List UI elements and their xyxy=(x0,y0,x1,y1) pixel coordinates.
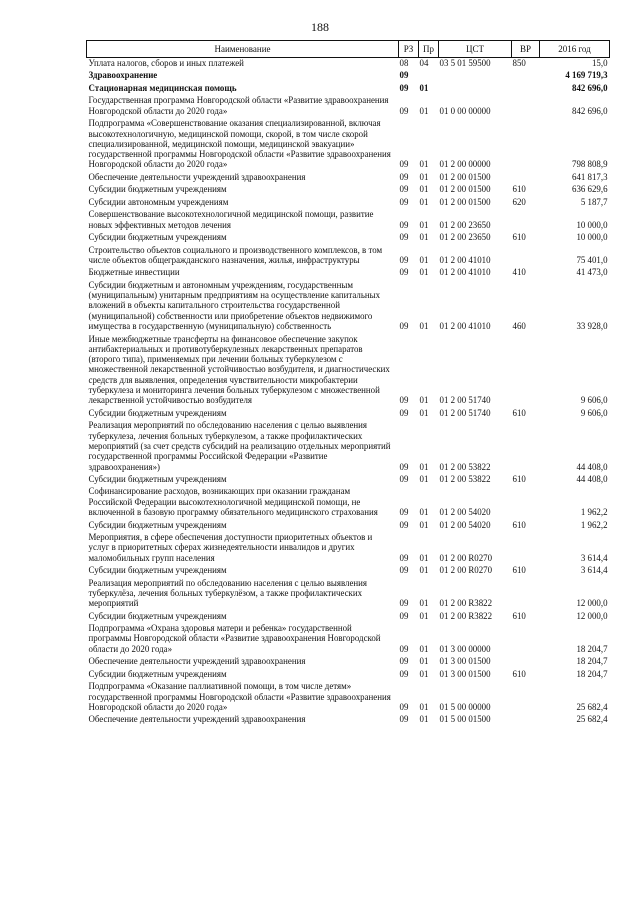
row-cst: 03 5 01 59500 xyxy=(439,58,491,68)
row-amount: 12 000,0 xyxy=(576,598,608,609)
row-cst: 01 2 00 R3822 xyxy=(439,598,493,609)
table-row xyxy=(87,408,610,420)
row-pr: 01 xyxy=(419,184,429,195)
row-name: Подпрограмма «Охрана здоровья матери и ребенка» государственной программы Новгородской области «Развитие здравоохранения Новгородской области до 2020 года» xyxy=(88,623,381,654)
row-vr xyxy=(512,245,540,268)
row-cst: 01 5 00 01500 xyxy=(439,714,491,725)
row-amount: 842 696,0 xyxy=(572,105,608,116)
row-name: Здравоохранение xyxy=(88,70,158,81)
row-vr xyxy=(512,420,540,474)
row-pr: 01 xyxy=(419,267,429,278)
row-rz: 09 xyxy=(399,159,409,170)
row-cst: 01 2 00 R0270 xyxy=(439,565,493,576)
row-name: Мероприятия, в сфере обеспечения доступности приоритетных объектов и услуг в приоритетных сферах жизнедеятельности инвалидов и других маломобильных групп населения xyxy=(88,532,373,563)
row-amount: 18 204,7 xyxy=(576,643,608,654)
row-pr: 01 xyxy=(419,473,429,484)
row-vr: 460 xyxy=(512,321,526,332)
table-row xyxy=(87,611,610,623)
row-cst: 01 2 00 41010 xyxy=(439,321,491,332)
table-row xyxy=(87,656,610,668)
row-pr: 01 xyxy=(419,82,429,93)
row-vr xyxy=(512,681,540,714)
page-number: 188 xyxy=(311,20,329,34)
row-rz: 09 xyxy=(399,656,409,667)
row-cst: 01 3 00 01500 xyxy=(439,656,491,667)
row-vr: 610 xyxy=(512,473,526,484)
row-vr: 610 xyxy=(512,184,526,195)
table-row xyxy=(87,334,610,408)
row-cst: 01 2 00 53822 xyxy=(439,461,491,472)
row-amount: 3 614,4 xyxy=(580,565,608,576)
row-rz: 09 xyxy=(399,473,409,484)
row-name: Стационарная медицинская помощь xyxy=(88,82,237,93)
row-vr: 610 xyxy=(512,407,526,418)
row-cst: 01 0 00 00000 xyxy=(439,105,491,116)
row-name: Субсидии бюджетным учреждениям xyxy=(88,519,227,530)
header-rz: РЗ xyxy=(399,41,419,58)
row-amount: 18 204,7 xyxy=(576,668,608,679)
table-row xyxy=(87,58,610,71)
row-pr: 01 xyxy=(419,407,429,418)
row-amount: 12 000,0 xyxy=(576,610,608,621)
row-pr: 01 xyxy=(419,105,429,116)
header-cst: ЦСТ xyxy=(439,41,512,58)
table-body xyxy=(87,58,610,727)
budget-table xyxy=(86,40,610,727)
row-pr: 01 xyxy=(419,714,429,725)
row-pr: 01 xyxy=(419,395,429,406)
row-vr: 410 xyxy=(512,267,526,278)
row-amount: 44 408,0 xyxy=(576,461,608,472)
row-cst: 01 2 00 53822 xyxy=(439,473,491,484)
table-row xyxy=(87,83,610,95)
table-row xyxy=(87,209,610,232)
row-cst: 01 2 00 00000 xyxy=(439,159,491,170)
row-cst: 01 2 00 51740 xyxy=(439,407,491,418)
row-cst xyxy=(439,70,512,82)
row-amount: 9 606,0 xyxy=(580,407,608,418)
row-rz: 09 xyxy=(399,565,409,576)
row-name: Субсидии бюджетным учреждениям xyxy=(88,565,227,576)
row-name: Обеспечение деятельности учреждений здравоохранения xyxy=(88,656,306,667)
row-vr xyxy=(512,70,540,82)
row-name: Реализация мероприятий по обследованию населения с целью выявления туберкулеза, лечения больных туберкулезом, а также профилактических мероприятий (за счет средств субсидий на реализацию отдельных мероприятий государственной программы Российской Федерации «Развитие здравоохранения») xyxy=(88,420,391,472)
row-rz: 09 xyxy=(399,552,409,563)
row-vr: 850 xyxy=(512,58,526,68)
row-pr: 01 xyxy=(419,668,429,679)
row-rz: 09 xyxy=(399,643,409,654)
row-vr xyxy=(512,532,540,565)
row-pr: 01 xyxy=(419,643,429,654)
table-row xyxy=(87,245,610,268)
table-row xyxy=(87,714,610,726)
row-cst: 01 2 00 R0270 xyxy=(439,552,493,563)
table-row xyxy=(87,474,610,486)
row-amount: 10 000,0 xyxy=(576,219,608,230)
row-rz: 09 xyxy=(399,105,409,116)
table-row xyxy=(87,669,610,681)
row-amount: 4 169 719,3 xyxy=(565,70,608,81)
row-amount: 75 401,0 xyxy=(576,254,608,265)
row-rz: 09 xyxy=(399,267,409,278)
row-pr: 01 xyxy=(419,701,429,712)
table-row xyxy=(87,232,610,244)
table-row xyxy=(87,578,610,611)
row-pr: 01 xyxy=(419,507,429,518)
row-rz: 09 xyxy=(399,507,409,518)
row-amount: 25 682,4 xyxy=(576,714,608,725)
table-row xyxy=(87,420,610,474)
table-row xyxy=(87,197,610,209)
row-pr: 01 xyxy=(419,219,429,230)
row-cst: 01 2 00 R3822 xyxy=(439,610,493,621)
row-cst: 01 2 00 41010 xyxy=(439,267,491,278)
row-rz: 09 xyxy=(399,184,409,195)
row-pr: 01 xyxy=(419,171,429,182)
table-row xyxy=(87,95,610,118)
row-amount: 798 808,9 xyxy=(572,159,608,170)
row-vr: 610 xyxy=(512,668,526,679)
row-rz: 09 xyxy=(399,519,409,530)
row-name: Софинансирование расходов, возникающих при оказании гражданам Российской Федерации высокотехнологичной медицинской помощи, не включенной в базовую программу обязательного медицинского страхования xyxy=(88,486,378,518)
table-row xyxy=(87,172,610,184)
row-name: Субсидии бюджетным учреждениям xyxy=(88,473,227,484)
row-rz: 09 xyxy=(399,82,409,93)
row-amount: 41 473,0 xyxy=(576,267,608,278)
row-name: Совершенствование высокотехнологичной медицинской помощи, развитие новых эффективных методов лечения xyxy=(88,209,374,230)
row-vr xyxy=(512,118,540,172)
row-vr: 610 xyxy=(512,565,526,576)
row-amount: 25 682,4 xyxy=(576,701,608,712)
row-amount: 1 962,2 xyxy=(580,507,608,518)
row-name: Обеспечение деятельности учреждений здравоохранения xyxy=(88,714,306,725)
row-cst: 01 5 00 00000 xyxy=(439,701,491,712)
row-name: Реализация мероприятий по обследованию населения с целью выявления туберкулёза, лечения больных туберкулёзом, а также профилактических мероприятий xyxy=(88,577,367,609)
row-vr xyxy=(512,623,540,656)
row-name: Субсидии бюджетным и автономным учреждениям, государственным (муниципальным) унитарным предприятиям на осуществление капитальных вложений в объекты капитального строительства государственной (муниципальной) собственности или приобретение объектов недвижимого имущества в государственную (муниципальную) собственность xyxy=(88,279,381,332)
row-amount: 18 204,7 xyxy=(576,656,608,667)
row-cst: 01 2 00 23650 xyxy=(439,232,491,243)
row-amount: 636 629,6 xyxy=(572,184,608,195)
row-amount: 15,0 xyxy=(591,58,608,68)
table-row xyxy=(87,267,610,279)
row-rz: 09 xyxy=(399,668,409,679)
table-header xyxy=(87,41,610,58)
row-cst: 01 2 00 01500 xyxy=(439,171,491,182)
header-year: 2016 год xyxy=(540,41,610,58)
table-row xyxy=(87,184,610,196)
table-row xyxy=(87,565,610,577)
row-vr: 620 xyxy=(512,196,526,207)
row-pr: 04 xyxy=(419,58,429,68)
table-row xyxy=(87,681,610,714)
row-pr: 01 xyxy=(419,196,429,207)
row-name: Бюджетные инвестиции xyxy=(88,267,180,278)
row-vr xyxy=(512,95,540,118)
row-cst: 01 3 00 00000 xyxy=(439,643,491,654)
header-vr: ВР xyxy=(512,41,540,58)
table-row xyxy=(87,623,610,656)
row-name: Субсидии бюджетным учреждениям xyxy=(88,184,227,195)
row-amount: 10 000,0 xyxy=(576,232,608,243)
row-amount: 33 928,0 xyxy=(576,321,608,332)
row-cst: 01 2 00 51740 xyxy=(439,395,491,406)
row-vr xyxy=(512,83,540,95)
row-pr: 01 xyxy=(419,232,429,243)
table-row xyxy=(87,486,610,519)
row-amount: 5 187,7 xyxy=(580,196,608,207)
row-amount: 44 408,0 xyxy=(576,473,608,484)
row-rz: 09 xyxy=(399,219,409,230)
row-rz: 09 xyxy=(399,70,409,81)
row-cst: 01 2 00 41010 xyxy=(439,254,491,265)
row-name: Иные межбюджетные трансферты на финансовое обеспечение закупок антибактериальных и противотуберкулезных лекарственных препаратов (второго типа), применяемых при лечении больных туберкулезом с множественной лекарственной устойчивостью возбудителя, и диагностических средств для выявления, определения чувствительности микробактерии туберкулеза и мониторинга лечения больных туберкулезом с множественной лекарственной устойчивостью возбудителя xyxy=(88,333,390,406)
row-name: Субсидии бюджетным учреждениям xyxy=(88,407,227,418)
row-pr: 01 xyxy=(419,552,429,563)
row-name: Субсидии бюджетным учреждениям xyxy=(88,232,227,243)
row-vr: 610 xyxy=(512,610,526,621)
row-cst: 01 3 00 01500 xyxy=(439,668,491,679)
row-pr: 01 xyxy=(419,656,429,667)
row-pr: 01 xyxy=(419,519,429,530)
row-rz: 09 xyxy=(399,701,409,712)
table-row xyxy=(87,118,610,172)
row-rz: 09 xyxy=(399,598,409,609)
row-vr xyxy=(512,656,540,668)
row-amount: 641 817,3 xyxy=(572,171,608,182)
row-pr: 01 xyxy=(419,159,429,170)
row-rz: 08 xyxy=(399,58,409,68)
row-vr: 610 xyxy=(512,519,526,530)
row-cst: 01 2 00 54020 xyxy=(439,507,491,518)
row-cst: 01 2 00 54020 xyxy=(439,519,491,530)
row-rz: 09 xyxy=(399,407,409,418)
row-cst: 01 2 00 23650 xyxy=(439,219,491,230)
row-rz: 09 xyxy=(399,461,409,472)
table-row xyxy=(87,532,610,565)
row-pr: 01 xyxy=(419,565,429,576)
row-name: Подпрограмма «Совершенствование оказания специализированной, включая высокотехнологичную, медицинской помощи, скорой, в том числе скорой специализированной, медицинской помощи, медицинской эвакуации» государственной программы Новгородской области «Развитие здравоохранения Новгородской области до 2020 года» xyxy=(88,118,391,170)
row-name: Строительство объектов социального и производственного комплексов, в том числе объектов общегражданского назначения, жилья, инфраструктуры xyxy=(88,244,383,265)
row-name: Государственная программа Новгородской области «Развитие здравоохранения Новгородской области до 2020 года» xyxy=(88,95,389,116)
row-name: Субсидии бюджетным учреждениям xyxy=(88,610,227,621)
row-vr: 610 xyxy=(512,232,526,243)
row-vr xyxy=(512,486,540,519)
row-pr: 01 xyxy=(419,610,429,621)
row-vr xyxy=(512,578,540,611)
row-vr xyxy=(512,334,540,408)
row-name: Обеспечение деятельности учреждений здравоохранения xyxy=(88,171,306,182)
row-rz: 09 xyxy=(399,254,409,265)
row-vr xyxy=(512,172,540,184)
row-rz: 09 xyxy=(399,610,409,621)
row-name: Субсидии бюджетным учреждениям xyxy=(88,668,227,679)
row-name: Субсидии автономным учреждениям xyxy=(88,196,229,207)
row-pr: 01 xyxy=(419,598,429,609)
header-name: Наименование xyxy=(87,41,399,58)
row-amount: 3 614,4 xyxy=(580,552,608,563)
row-rz: 09 xyxy=(399,196,409,207)
row-rz: 09 xyxy=(399,395,409,406)
row-pr: 01 xyxy=(419,254,429,265)
row-rz: 09 xyxy=(399,321,409,332)
row-vr xyxy=(512,714,540,726)
row-amount: 1 962,2 xyxy=(580,519,608,530)
row-pr xyxy=(419,70,439,82)
row-cst xyxy=(439,83,512,95)
row-cst: 01 2 00 01500 xyxy=(439,196,491,207)
row-pr: 01 xyxy=(419,321,429,332)
row-amount: 842 696,0 xyxy=(572,82,608,93)
row-rz: 09 xyxy=(399,232,409,243)
row-cst: 01 2 00 01500 xyxy=(439,184,491,195)
row-rz: 09 xyxy=(399,714,409,725)
row-rz: 09 xyxy=(399,171,409,182)
table-row xyxy=(87,280,610,334)
row-amount: 9 606,0 xyxy=(580,395,608,406)
row-name: Уплата налогов, сборов и иных платежей xyxy=(88,58,244,68)
row-vr xyxy=(512,209,540,232)
row-name: Подпрограмма «Оказание паллиативной помощи, в том числе детям» государственной программы Новгородской области «Развитие здравоохранения Новгородской области до 2020 года» xyxy=(88,681,391,712)
header-pr: Пр xyxy=(419,41,439,58)
row-pr: 01 xyxy=(419,461,429,472)
table-row xyxy=(87,520,610,532)
table-row xyxy=(87,70,610,82)
